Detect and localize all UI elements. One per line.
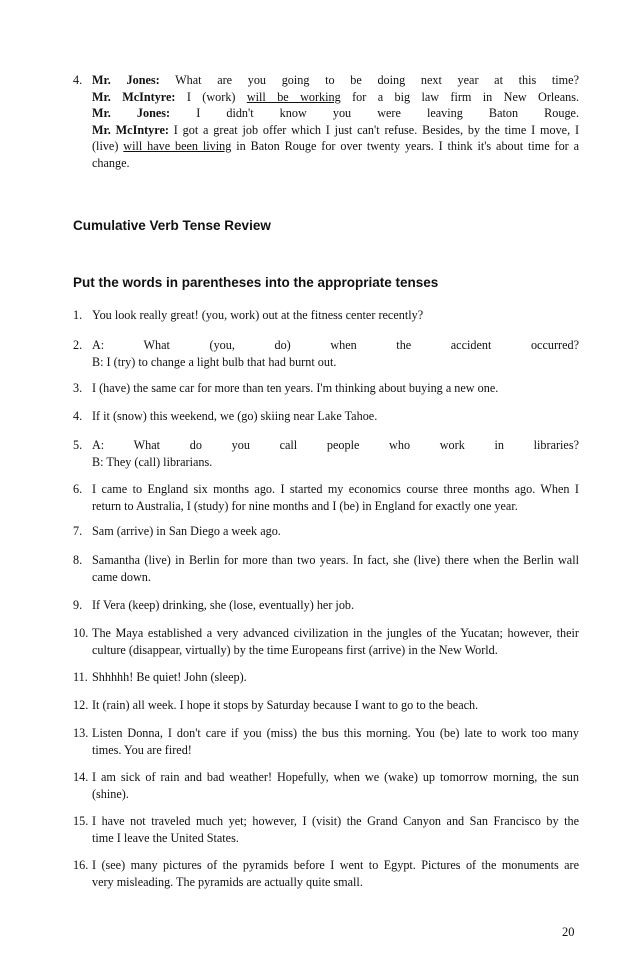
item-text: It (rain) all week. I hope it stops by Saturday because I want to go to the beach. bbox=[92, 698, 479, 712]
speaker: Mr. Jones: bbox=[92, 73, 160, 87]
dialogue-line bbox=[92, 122, 579, 139]
item-text: B: I (try) to change a light bulb that had burnt out. bbox=[92, 354, 337, 369]
item-number: 9. bbox=[73, 598, 83, 612]
speaker: Mr. McIntyre: bbox=[92, 89, 176, 104]
item-text: The Maya established a very advanced civilization in the jungles of the Yucatan; however, their bbox=[92, 626, 579, 640]
exercise-item bbox=[73, 597, 579, 614]
item-text: A: What (you, do) when the accident occurred? bbox=[92, 338, 579, 352]
item-text: If it (snow) this weekend, we (go) skiing near Lake Tahoe. bbox=[92, 409, 378, 423]
item-text: Shhhhh! Be quiet! John (sleep). bbox=[92, 670, 247, 684]
item-number: 7. bbox=[73, 524, 83, 538]
exercise-item bbox=[73, 769, 579, 802]
dialogue-line bbox=[92, 138, 579, 155]
dialogue-text: in Baton Rouge for over twenty years. I think it's about time for a bbox=[236, 139, 580, 153]
item-number: 5. bbox=[73, 438, 83, 452]
exercise-item bbox=[73, 625, 579, 658]
exercise-item bbox=[73, 481, 579, 514]
item-text: B: They (call) librarians. bbox=[92, 454, 213, 469]
exercise-item bbox=[73, 857, 579, 890]
answer-underlined: will be working bbox=[246, 89, 341, 104]
dialogue-text: I got a great job offer which I just can't refuse. Besides, by the time I move, I bbox=[173, 122, 580, 137]
item-text: Listen Donna, I don't care if you (miss) the bus this morning. You (be) late to work too many bbox=[92, 726, 579, 740]
exercise-item bbox=[73, 725, 579, 758]
item-text: I came to England six months ago. I started my economics course three months ago. When I bbox=[92, 482, 579, 496]
dialogue-text: What are you going to be doing next year at this time? bbox=[175, 73, 579, 87]
dialogue-line: change. bbox=[92, 155, 130, 170]
dialogue-line bbox=[92, 105, 579, 122]
exercise-item bbox=[73, 523, 579, 540]
item-number: 15. bbox=[73, 814, 89, 828]
dialogue-line bbox=[92, 72, 579, 89]
item-number: 2. bbox=[73, 338, 83, 352]
item-number: 13. bbox=[73, 726, 89, 740]
dialogue-item-4 bbox=[73, 72, 579, 171]
item-text: Sam (arrive) in San Diego a week ago. bbox=[92, 524, 281, 538]
item-text: A: What do you call people who work in libraries? bbox=[92, 438, 579, 452]
item-text: time I leave the United States. bbox=[92, 830, 239, 845]
item-text: (shine). bbox=[92, 786, 129, 801]
exercise-item bbox=[73, 380, 579, 397]
speaker: Mr. McIntyre: bbox=[92, 122, 169, 137]
exercise-item bbox=[73, 813, 579, 846]
item-text: I am sick of rain and bad weather! Hopefully, when we (wake) up tomorrow morning, the sun bbox=[92, 770, 579, 784]
exercise-item bbox=[73, 669, 579, 686]
item-number: 10. bbox=[73, 626, 89, 640]
page-number: 20 bbox=[562, 925, 575, 939]
exercise-item bbox=[73, 408, 579, 425]
section-title: Cumulative Verb Tense Review bbox=[73, 218, 271, 233]
item-number: 11. bbox=[73, 670, 88, 684]
exercise-item bbox=[73, 437, 579, 470]
item-number: 1. bbox=[73, 308, 83, 322]
item-text: came down. bbox=[92, 569, 151, 584]
item-number: 8. bbox=[73, 553, 83, 567]
item-text: I (have) the same car for more than ten years. I'm thinking about buying a new one. bbox=[92, 381, 499, 395]
item-number: 6. bbox=[73, 482, 83, 496]
item-text: You look really great! (you, work) out at the fitness center recently? bbox=[92, 308, 424, 322]
dialogue-text: I didn't know you were leaving Baton Rouge. bbox=[196, 106, 579, 120]
answer-underlined: will have been living bbox=[123, 139, 232, 153]
item-text: return to Australia, I (study) for nine months and I (be) in England for exactly one year. bbox=[92, 498, 518, 513]
item-number: 4. bbox=[73, 73, 83, 87]
item-text: I have not traveled much yet; however, I (visit) the Grand Canyon and San Francisco by the bbox=[92, 814, 579, 828]
dialogue-line bbox=[92, 89, 579, 106]
item-text: If Vera (keep) drinking, she (lose, eventually) her job. bbox=[92, 598, 355, 612]
speaker: Mr. Jones: bbox=[92, 106, 171, 120]
exercise-item bbox=[73, 697, 579, 714]
exercise-item bbox=[73, 552, 579, 585]
item-number: 14. bbox=[73, 770, 89, 784]
item-number: 3. bbox=[73, 381, 83, 395]
item-number: 12. bbox=[73, 698, 89, 712]
item-text: I (see) many pictures of the pyramids before I went to Egypt. Pictures of the monuments are bbox=[92, 858, 579, 872]
instructions-heading: Put the words in parentheses into the appropriate tenses bbox=[73, 275, 439, 290]
dialogue-text: I (work) bbox=[186, 89, 236, 104]
item-number: 4. bbox=[73, 409, 83, 423]
item-text: culture (disappear, virtually) by the time Europeans first (arrive) in the New World. bbox=[92, 642, 498, 657]
dialogue-text: for a big law firm in New Orleans. bbox=[352, 89, 580, 104]
item-text: times. You are fired! bbox=[92, 742, 192, 757]
exercise-item bbox=[73, 307, 579, 324]
item-number: 16. bbox=[73, 858, 89, 872]
item-text: Samantha (live) in Berlin for more than two years. In fact, she (live) there when the Berlin wall bbox=[92, 553, 579, 567]
exercise-item bbox=[73, 337, 579, 370]
dialogue-text: (live) bbox=[92, 139, 119, 153]
item-text: very misleading. The pyramids are actually quite small. bbox=[92, 874, 363, 889]
